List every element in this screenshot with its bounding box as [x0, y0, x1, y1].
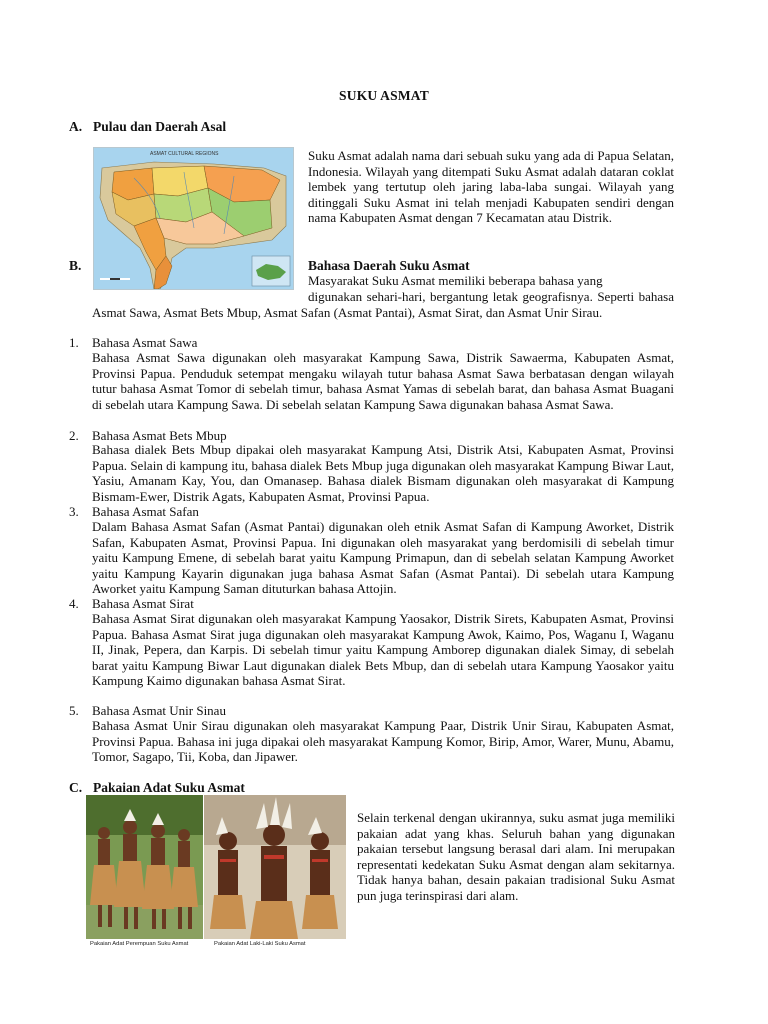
- item-4-number: 4.: [69, 596, 79, 611]
- document-title: SUKU ASMAT: [339, 88, 429, 103]
- map-title: ASMAT CULTURAL REGIONS: [150, 151, 219, 157]
- item-2-text: Bahasa dialek Bets Mbup dipakai oleh masyarakat Kampung Atsi, Distrik Atsi, Kabupaten Asmat, Provinsi Papua. Selain di kampung itu, bahasa dialek Bets Mbup juga digunakan oleh masyarakat Kampung Biwar Laut, Yasiu, Amanam Kay, You, dan Omanasep. Bahasa dialek Bismam digunakan oleh masyarakat di Kampung Bismam-Ewer, Distrik Agats, Kabupaten Asmat, Provinsi Papua.: [92, 442, 674, 504]
- section-a-heading: Pulau dan Daerah Asal: [93, 119, 227, 134]
- caption-men-clothing: Pakaian Adat Laki-Laki Suku Asmat: [214, 941, 306, 947]
- item-1-text: Bahasa Asmat Sawa digunakan oleh masyarakat Kampung Sawa, Distrik Sawaerma, Kabupaten Asmat, Provinsi Papua. Penduduk setempat mengaku wilayah tutur bahasa Asmat Sawa berbatasan dengan wilayah tutur bahasa Asmat Tomor di sebelah timur, bahasa Asmat Yamas di sebelah barat, dan bahasa Asmat Buagani di sebelah utara Kampung Sawa. Di sebelah selatan Kampung Sawa digunakan bahasa Asmat Sawa.: [92, 350, 674, 412]
- section-a-letter: A.: [69, 119, 83, 134]
- section-c-letter: C.: [69, 780, 83, 795]
- section-c-paragraph: Selain terkenal dengan ukirannya, suku asmat juga memiliki pakaian adat yang khas. Seluruh bahan yang digunakan pakaian tersebut langsung berasal dari alam. Ini merupakan representati kedekatan Suku Asmat dengan alam sekitarnya. Tidak hanya bahan, desain pakaian tradisional Suku Asmat pun juga terinspirasi dari alam.: [357, 810, 675, 903]
- item-4-title: Bahasa Asmat Sirat: [92, 596, 194, 611]
- section-b-intro-rest: digunakan sehari-hari, bergantung letak geografisnya. Seperti bahasa Asmat Sawa, Asmat Bets Mbup, Asmat Safan (Asmat Pantai), Asmat Sirat, dan Asmat Unir Sirau.: [92, 289, 674, 320]
- item-3-text: Dalam Bahasa Asmat Safan (Asmat Pantai) digunakan oleh etnik Asmat Safan di Kampung Aworket, Distrik Safan, Kabupaten Asmat, Provinsi Papua. Ini digunakan oleh masyarakat yang berdomisili di sebelah timur yaitu Kampung Emene, di sebelah barat yaitu Kampung Primapun, dan di sebelah selatan Kampung Aworket yaitu Kampung Kayarin digunakan juga bahasa Asmat Safan (Asmat Pantai). Di sebelah utara Kampung Aworket yaitu Kampung Saman dituturkan bahasa Attojin.: [92, 519, 674, 597]
- item-5-text: Bahasa Asmat Unir Sirau digunakan oleh masyarakat Kampung Paar, Distrik Unir Sirau, Kabupaten Asmat, Provinsi Papua. Bahasa ini juga dipakai oleh masyarakat Kampung Komor, Birip, Amor, Warer, Munu, Abamu, Tomor, Sagapo, Tii, Koba, dan Jipawer.: [92, 718, 674, 765]
- item-2-number: 2.: [69, 428, 79, 443]
- item-3-title: Bahasa Asmat Safan: [92, 504, 199, 519]
- item-2-title: Bahasa Asmat Bets Mbup: [92, 428, 227, 443]
- section-b-letter: B.: [69, 258, 82, 273]
- caption-women-clothing: Pakaian Adat Perempuan Suku Asmat: [90, 941, 189, 947]
- item-1-title: Bahasa Asmat Sawa: [92, 335, 198, 350]
- asmat-region-map: [93, 147, 294, 290]
- item-1-number: 1.: [69, 335, 79, 350]
- item-5-title: Bahasa Asmat Unir Sinau: [92, 703, 226, 718]
- section-b-heading: Bahasa Daerah Suku Asmat: [308, 258, 470, 273]
- item-4-text: Bahasa Asmat Sirat digunakan oleh masyarakat Kampung Yaosakor, Distrik Sirets, Kabupaten Asmat, Provinsi Papua. Bahasa Asmat Sirat juga digunakan oleh masyarakat Kampung Awok, Kaimo, Pos, Waganu I, Waganu II, Jinak, Pepera, dan Karpis. Di sebelah timur yaitu Kampung Amborep digunakan dialek Simay, di sebelah barat yaitu Kampung Biwar Laut digunakan dialek Bets Mbup, dan di sebelah utara Kampung Yaosakor yaitu Kampung Kaimo digunakan bahasa Asmat Sirat.: [92, 611, 674, 689]
- photo-men-clothing: [204, 795, 346, 939]
- item-3-number: 3.: [69, 504, 79, 519]
- traditional-clothing-photos: [86, 795, 346, 955]
- item-5-number: 5.: [69, 703, 79, 718]
- section-b-intro-line1: Masyarakat Suku Asmat memiliki beberapa bahasa yang: [308, 273, 603, 288]
- section-c-heading: Pakaian Adat Suku Asmat: [93, 780, 245, 795]
- photo-women-clothing: [86, 795, 203, 939]
- section-a-paragraph: Suku Asmat adalah nama dari sebuah suku yang ada di Papua Selatan, Indonesia. Wilayah yang ditempati Suku Asmat adalah dataran coklat lembek yang tertutup oleh jaring laba-laba sungai. Wilayah yang ditinggali Suku Asmat ini telah menjadi Kabupaten sendiri dengan nama Kabupaten Asmat dengan 7 Kecamatan atau Distrik.: [308, 148, 674, 226]
